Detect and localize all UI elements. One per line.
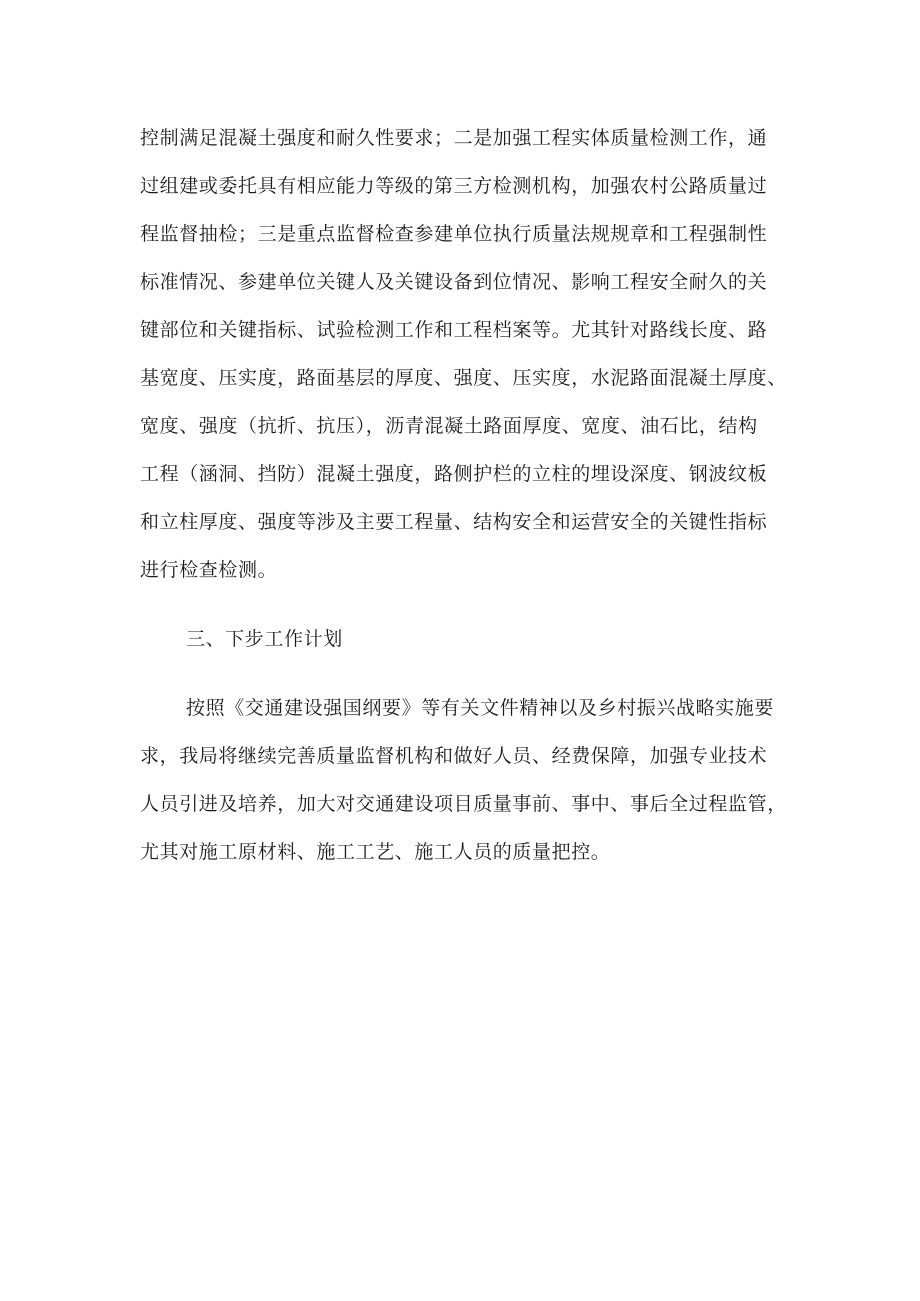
paragraph-1-line-10: 进行检查检测。 bbox=[140, 559, 278, 581]
paragraph-1-line-1: 控制满足混凝土强度和耐久性要求；二是加强工程实体质量检测工作，通 bbox=[140, 127, 768, 149]
paragraph-1-line-6: 基宽度、压实度，路面基层的厚度、强度、压实度，水泥路面混凝土厚度、 bbox=[140, 367, 787, 389]
paragraph-2-line-3: 人员引进及培养，加大对交通建设项目质量事前、事中、事后全过程监管， bbox=[140, 793, 787, 815]
paragraph-1-line-3: 程监督抽检；三是重点监督检查参建单位执行质量法规规章和工程强制性 bbox=[140, 223, 768, 245]
paragraph-2-line-2: 求，我局将继续完善质量监督机构和做好人员、经费保障，加强专业技术 bbox=[140, 745, 768, 767]
paragraph-1-line-2: 过组建或委托具有相应能力等级的第三方检测机构，加强农村公路质量过 bbox=[140, 175, 768, 197]
paragraph-1-line-7: 宽度、强度（抗折、抗压），沥青混凝土路面厚度、宽度、油石比，结构 bbox=[140, 415, 758, 437]
paragraph-2-line-4: 尤其对施工原材料、施工工艺、施工人员的质量把控。 bbox=[140, 841, 611, 863]
paragraph-1-line-8: 工程（涵洞、挡防）混凝土强度，路侧护栏的立柱的埋设深度、钢波纹板 bbox=[140, 463, 768, 485]
paragraph-1-line-9: 和立柱厚度、强度等涉及主要工程量、结构安全和运营安全的关键性指标 bbox=[140, 511, 768, 533]
paragraph-1-line-4: 标准情况、参建单位关键人及关键设备到位情况、影响工程安全耐久的关 bbox=[140, 271, 768, 293]
section-heading: 三、下步工作计划 bbox=[186, 628, 343, 650]
paragraph-2-line-1: 按照《交通建设强国纲要》等有关文件精神以及乡村振兴战略实施要 bbox=[186, 697, 775, 719]
paragraph-1-line-5: 键部位和关键指标、试验检测工作和工程档案等。尤其针对路线长度、路 bbox=[140, 319, 768, 341]
